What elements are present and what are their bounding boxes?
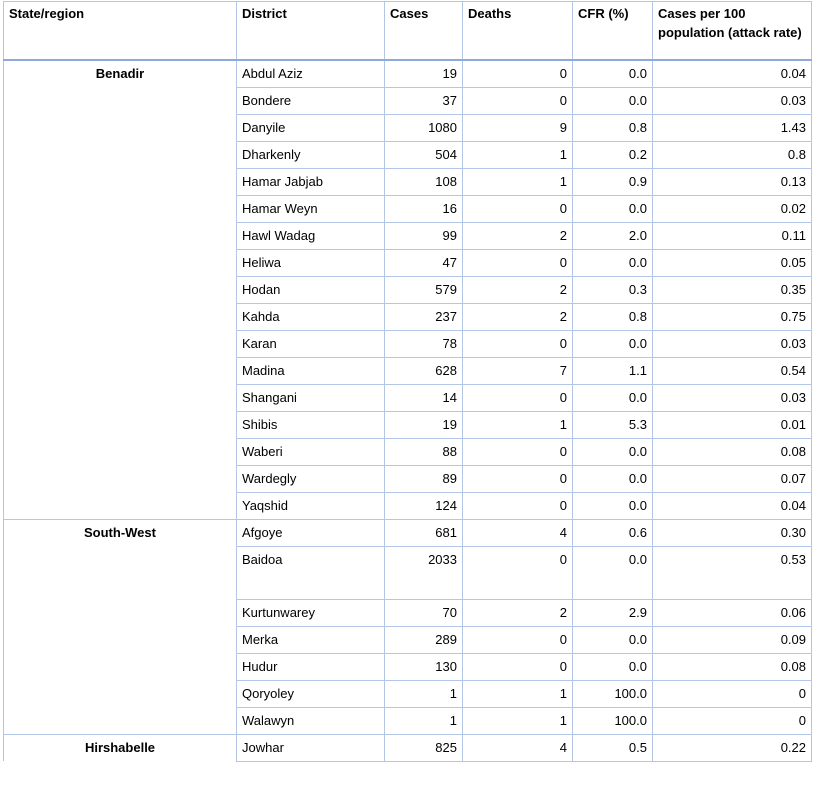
region-cell xyxy=(4,492,237,519)
region-cell xyxy=(4,357,237,384)
cfr-cell: 0.8 xyxy=(573,114,653,141)
table-row xyxy=(4,626,812,653)
district-cell: Shangani xyxy=(237,384,385,411)
attack-rate-cell: 0.13 xyxy=(653,168,812,195)
cases-cell: 504 xyxy=(385,141,463,168)
attack-rate-cell: 0 xyxy=(653,680,812,707)
cases-cell: 289 xyxy=(385,626,463,653)
deaths-cell: 2 xyxy=(463,599,573,626)
district-cell: Karan xyxy=(237,330,385,357)
deaths-cell: 1 xyxy=(463,141,573,168)
region-cell xyxy=(4,303,237,330)
deaths-cell: 4 xyxy=(463,734,573,761)
cfr-cell: 5.3 xyxy=(573,411,653,438)
deaths-cell: 4 xyxy=(463,519,573,546)
district-cell: Jowhar xyxy=(237,734,385,761)
region-cell xyxy=(4,707,237,734)
table-row xyxy=(4,492,812,519)
cases-cell: 2033 xyxy=(385,546,463,599)
deaths-cell: 0 xyxy=(463,492,573,519)
table-row xyxy=(4,707,812,734)
attack-rate-cell: 0.05 xyxy=(653,249,812,276)
district-cell: Walawyn xyxy=(237,707,385,734)
region-cell xyxy=(4,330,237,357)
district-cell: Hamar Jabjab xyxy=(237,168,385,195)
header-cfr: CFR (%) xyxy=(573,2,653,61)
header-attack-rate: Cases per 100 population (attack rate) xyxy=(653,2,812,61)
cfr-cell: 0.8 xyxy=(573,303,653,330)
district-cell: Abdul Aziz xyxy=(237,60,385,87)
cases-cell: 88 xyxy=(385,438,463,465)
table-row xyxy=(4,195,812,222)
district-cell: Hudur xyxy=(237,653,385,680)
deaths-cell: 0 xyxy=(463,653,573,680)
district-cell: Afgoye xyxy=(237,519,385,546)
cases-cell: 19 xyxy=(385,411,463,438)
district-cell: Heliwa xyxy=(237,249,385,276)
header-deaths: Deaths xyxy=(463,2,573,61)
region-cell xyxy=(4,114,237,141)
district-cell: Hamar Weyn xyxy=(237,195,385,222)
region-cell xyxy=(4,411,237,438)
cfr-cell: 0.0 xyxy=(573,195,653,222)
cfr-cell: 0.0 xyxy=(573,384,653,411)
deaths-cell: 0 xyxy=(463,626,573,653)
header-state-region: State/region xyxy=(4,2,237,61)
table-row xyxy=(4,330,812,357)
cfr-cell: 0.0 xyxy=(573,249,653,276)
cfr-cell: 1.1 xyxy=(573,357,653,384)
cases-cell: 89 xyxy=(385,465,463,492)
attack-rate-cell: 0.06 xyxy=(653,599,812,626)
deaths-cell: 0 xyxy=(463,87,573,114)
attack-rate-cell: 0.54 xyxy=(653,357,812,384)
attack-rate-cell: 1.43 xyxy=(653,114,812,141)
table-row xyxy=(4,357,812,384)
attack-rate-cell: 0.08 xyxy=(653,653,812,680)
cfr-cell: 100.0 xyxy=(573,707,653,734)
cases-cell: 237 xyxy=(385,303,463,330)
cfr-cell: 0.0 xyxy=(573,546,653,599)
table-row xyxy=(4,276,812,303)
cases-cell: 47 xyxy=(385,249,463,276)
cfr-cell: 0.0 xyxy=(573,492,653,519)
region-cell xyxy=(4,168,237,195)
cases-cell: 19 xyxy=(385,60,463,87)
header-row xyxy=(4,2,812,61)
cfr-cell: 100.0 xyxy=(573,680,653,707)
cholera-cases-table xyxy=(3,1,812,762)
cfr-cell: 0.0 xyxy=(573,60,653,87)
cases-cell: 78 xyxy=(385,330,463,357)
attack-rate-cell: 0.22 xyxy=(653,734,812,761)
district-cell: Hawl Wadag xyxy=(237,222,385,249)
district-cell: Shibis xyxy=(237,411,385,438)
deaths-cell: 0 xyxy=(463,60,573,87)
attack-rate-cell: 0.04 xyxy=(653,492,812,519)
attack-rate-cell: 0.75 xyxy=(653,303,812,330)
table-row xyxy=(4,141,812,168)
cases-cell: 1 xyxy=(385,680,463,707)
cases-cell: 124 xyxy=(385,492,463,519)
deaths-cell: 1 xyxy=(463,680,573,707)
cases-cell: 14 xyxy=(385,384,463,411)
cfr-cell: 0.0 xyxy=(573,653,653,680)
attack-rate-cell: 0 xyxy=(653,707,812,734)
region-cell: Hirshabelle xyxy=(4,734,237,761)
deaths-cell: 0 xyxy=(463,330,573,357)
region-cell: South-West xyxy=(4,519,237,546)
cfr-cell: 2.9 xyxy=(573,599,653,626)
attack-rate-cell: 0.8 xyxy=(653,141,812,168)
table-row xyxy=(4,222,812,249)
cfr-cell: 0.0 xyxy=(573,465,653,492)
attack-rate-cell: 0.07 xyxy=(653,465,812,492)
cases-cell: 99 xyxy=(385,222,463,249)
table-row xyxy=(4,114,812,141)
deaths-cell: 0 xyxy=(463,465,573,492)
cfr-cell: 0.6 xyxy=(573,519,653,546)
cases-cell: 130 xyxy=(385,653,463,680)
cases-cell: 1080 xyxy=(385,114,463,141)
table-row xyxy=(4,303,812,330)
region-cell xyxy=(4,384,237,411)
deaths-cell: 0 xyxy=(463,438,573,465)
region-cell xyxy=(4,87,237,114)
region-cell xyxy=(4,222,237,249)
region-cell xyxy=(4,546,237,599)
deaths-cell: 2 xyxy=(463,276,573,303)
table-row xyxy=(4,599,812,626)
deaths-cell: 9 xyxy=(463,114,573,141)
deaths-cell: 0 xyxy=(463,546,573,599)
district-cell: Madina xyxy=(237,357,385,384)
district-cell: Kahda xyxy=(237,303,385,330)
attack-rate-cell: 0.11 xyxy=(653,222,812,249)
district-cell: Yaqshid xyxy=(237,492,385,519)
region-cell xyxy=(4,195,237,222)
district-cell: Hodan xyxy=(237,276,385,303)
header-district: District xyxy=(237,2,385,61)
cases-cell: 1 xyxy=(385,707,463,734)
cfr-cell: 0.0 xyxy=(573,87,653,114)
attack-rate-cell: 0.03 xyxy=(653,330,812,357)
attack-rate-cell: 0.09 xyxy=(653,626,812,653)
attack-rate-cell: 0.01 xyxy=(653,411,812,438)
table-row xyxy=(4,680,812,707)
cases-cell: 628 xyxy=(385,357,463,384)
region-cell xyxy=(4,141,237,168)
table-row xyxy=(4,546,812,599)
district-cell: Dharkenly xyxy=(237,141,385,168)
district-cell: Qoryoley xyxy=(237,680,385,707)
cfr-cell: 0.3 xyxy=(573,276,653,303)
deaths-cell: 0 xyxy=(463,249,573,276)
cfr-cell: 0.5 xyxy=(573,734,653,761)
region-cell xyxy=(4,599,237,626)
region-cell xyxy=(4,680,237,707)
table-row xyxy=(4,465,812,492)
region-cell xyxy=(4,653,237,680)
district-cell: Kurtunwarey xyxy=(237,599,385,626)
table-row xyxy=(4,168,812,195)
region-cell xyxy=(4,465,237,492)
cases-cell: 681 xyxy=(385,519,463,546)
region-cell xyxy=(4,276,237,303)
cfr-cell: 0.0 xyxy=(573,626,653,653)
cases-cell: 825 xyxy=(385,734,463,761)
attack-rate-cell: 0.53 xyxy=(653,546,812,599)
header-cases: Cases xyxy=(385,2,463,61)
table-row xyxy=(4,734,812,761)
table-row xyxy=(4,653,812,680)
district-cell: Danyile xyxy=(237,114,385,141)
cfr-cell: 0.2 xyxy=(573,141,653,168)
cfr-cell: 2.0 xyxy=(573,222,653,249)
attack-rate-cell: 0.30 xyxy=(653,519,812,546)
district-cell: Wardegly xyxy=(237,465,385,492)
attack-rate-cell: 0.08 xyxy=(653,438,812,465)
district-cell: Baidoa xyxy=(237,546,385,599)
cfr-cell: 0.9 xyxy=(573,168,653,195)
cases-cell: 108 xyxy=(385,168,463,195)
region-cell: Benadir xyxy=(4,60,237,87)
deaths-cell: 1 xyxy=(463,411,573,438)
table-row xyxy=(4,60,812,87)
deaths-cell: 2 xyxy=(463,303,573,330)
district-cell: Waberi xyxy=(237,438,385,465)
deaths-cell: 7 xyxy=(463,357,573,384)
district-cell: Merka xyxy=(237,626,385,653)
table-row xyxy=(4,249,812,276)
attack-rate-cell: 0.35 xyxy=(653,276,812,303)
attack-rate-cell: 0.02 xyxy=(653,195,812,222)
deaths-cell: 2 xyxy=(463,222,573,249)
deaths-cell: 0 xyxy=(463,384,573,411)
table-row xyxy=(4,438,812,465)
attack-rate-cell: 0.04 xyxy=(653,60,812,87)
cases-cell: 70 xyxy=(385,599,463,626)
district-cell: Bondere xyxy=(237,87,385,114)
table-row xyxy=(4,411,812,438)
table-row xyxy=(4,87,812,114)
table-row xyxy=(4,384,812,411)
region-cell xyxy=(4,249,237,276)
deaths-cell: 0 xyxy=(463,195,573,222)
region-cell xyxy=(4,438,237,465)
cases-cell: 37 xyxy=(385,87,463,114)
cfr-cell: 0.0 xyxy=(573,438,653,465)
cfr-cell: 0.0 xyxy=(573,330,653,357)
table-row xyxy=(4,519,812,546)
deaths-cell: 1 xyxy=(463,168,573,195)
attack-rate-cell: 0.03 xyxy=(653,87,812,114)
deaths-cell: 1 xyxy=(463,707,573,734)
cases-cell: 16 xyxy=(385,195,463,222)
attack-rate-cell: 0.03 xyxy=(653,384,812,411)
cases-cell: 579 xyxy=(385,276,463,303)
region-cell xyxy=(4,626,237,653)
